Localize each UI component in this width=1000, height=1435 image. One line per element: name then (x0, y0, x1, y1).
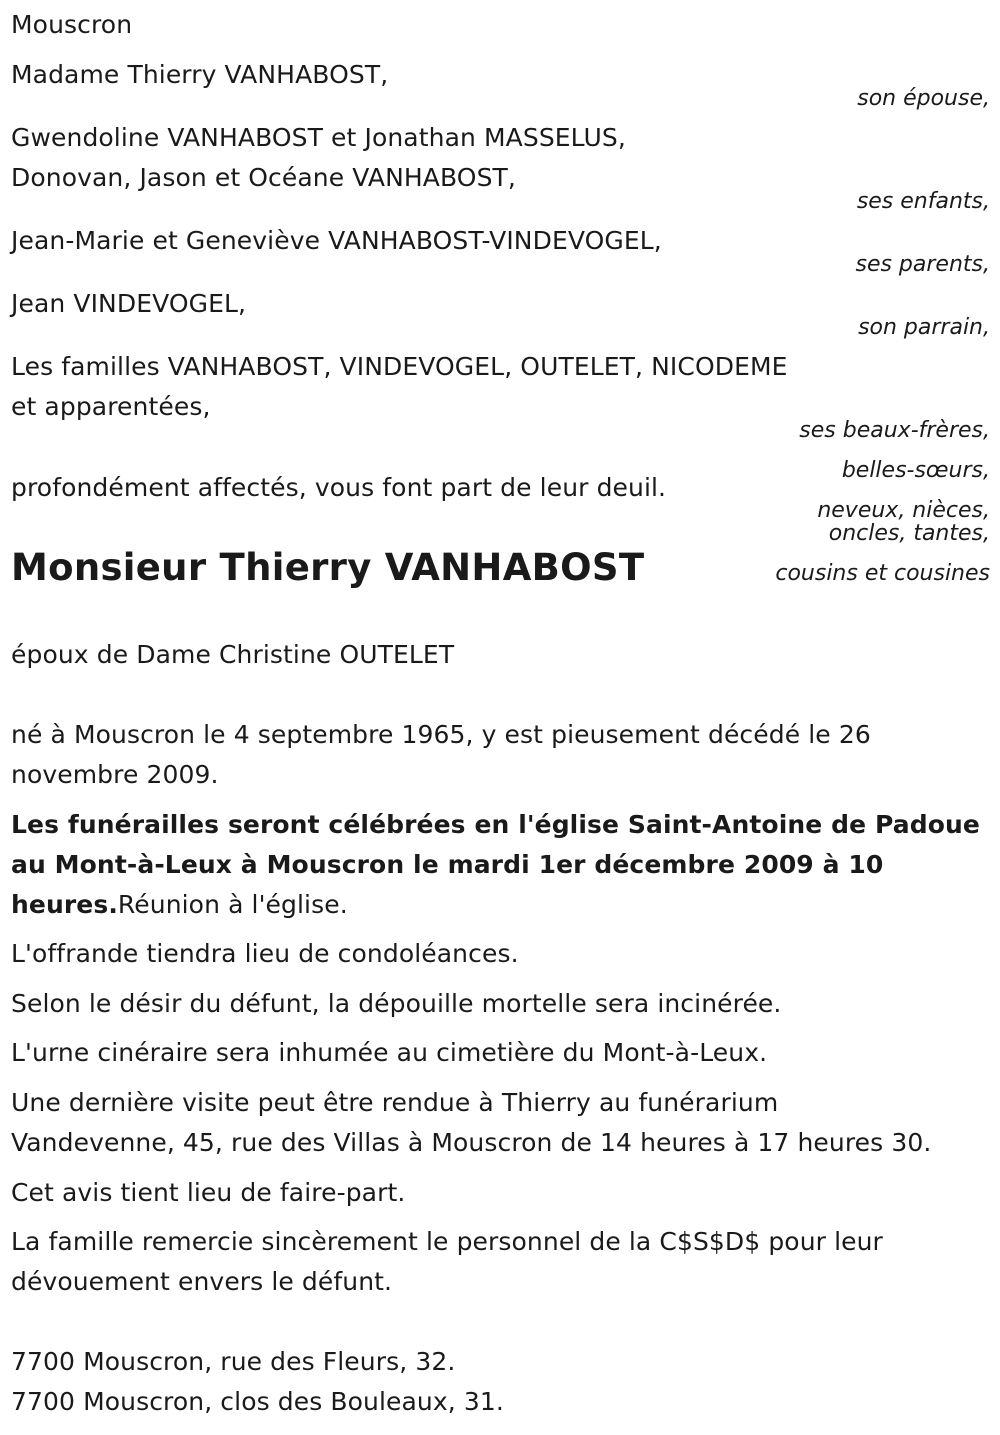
address-line: 7700 Mouscron, rue des Fleurs, 32. (11, 1347, 456, 1376)
birth-death-line2: novembre 2009. (11, 760, 219, 789)
relatives-role: ses beaux-frères, (799, 418, 990, 443)
spouse-of: époux de Dame Christine OUTELET (11, 640, 455, 669)
birth-death-line1: né à Mouscron le 4 septembre 1965, y est pieusement décédé le 26 (11, 720, 871, 749)
condolences-text: L'offrande tiendra lieu de condoléances. (11, 939, 519, 968)
parents-names: Jean-Marie et Geneviève VANHABOST-VINDEVOGEL, (11, 226, 662, 255)
cremation-text: Selon le désir du défunt, la dépouille mortelle sera incinérée. (11, 989, 782, 1018)
relatives-role: oncles, tantes, (828, 521, 990, 546)
deceased-name: Monsieur Thierry VANHABOST (11, 546, 645, 589)
families-line2: et apparentées, (11, 392, 211, 421)
thanks-line2: dévouement envers le défunt. (11, 1267, 393, 1296)
relatives-role: neveux, nièces, (817, 498, 990, 523)
children-names-line2: Donovan, Jason et Océane VANHABOST, (11, 163, 516, 192)
children-names-line1: Gwendoline VANHABOST et Jonathan MASSELUS, (11, 123, 626, 152)
funeral-bold-text: au Mont-à-Leux à Mouscron le mardi 1er décembre 2009 à 10 (11, 850, 884, 879)
relatives-role: belles-sœurs, (841, 458, 990, 483)
spouse-name: Madame Thierry VANHABOST, (11, 60, 389, 89)
funeral-line2 (11, 850, 883, 880)
godfather-role: son parrain, (858, 315, 990, 340)
spouse-role: son épouse, (857, 86, 990, 111)
funeral-line3 (11, 890, 348, 920)
parents-role: ses parents, (855, 252, 990, 277)
urn-text: L'urne cinéraire sera inhumée au cimetière du Mont-à-Leux. (11, 1038, 768, 1067)
visit-line2: Vandevenne, 45, rue des Villas à Mouscron de 14 heures à 17 heures 30. (11, 1128, 932, 1157)
families-line1: Les familles VANHABOST, VINDEVOGEL, OUTELET, NICODEME (11, 352, 788, 381)
address-line: 7700 Mouscron, clos des Bouleaux, 31. (11, 1387, 504, 1416)
funeral-bold-text: Les funérailles seront célébrées en l'église Saint-Antoine de Padoue (11, 810, 980, 839)
visit-line1: Une dernière visite peut être rendue à Thierry au funérarium (11, 1088, 779, 1117)
thanks-line1: La famille remercie sincèrement le personnel de la C$S$D$ pour leur (11, 1227, 883, 1256)
funeral-line1 (11, 810, 980, 840)
funeral-bold-text: heures. (11, 890, 118, 919)
notice-text: Cet avis tient lieu de faire-part. (11, 1178, 406, 1207)
mourning-statement: profondément affectés, vous font part de leur deuil. (11, 473, 667, 502)
godfather-name: Jean VINDEVOGEL, (11, 289, 247, 318)
meeting-text: Réunion à l'église. (117, 890, 348, 919)
city-heading: Mouscron (11, 10, 133, 39)
children-role: ses enfants, (856, 189, 990, 214)
relatives-role: cousins et cousines (775, 561, 990, 586)
